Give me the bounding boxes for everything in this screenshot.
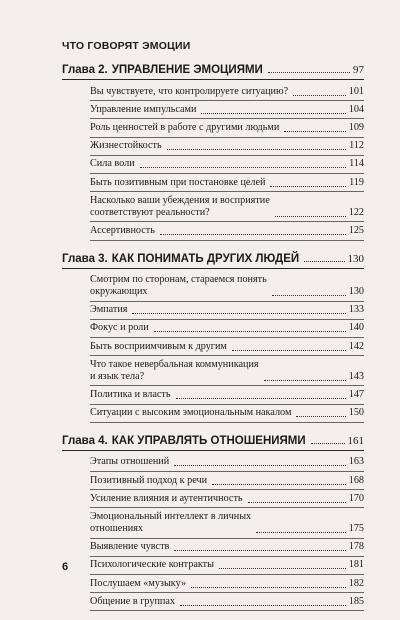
table-of-contents xyxy=(62,61,364,620)
toc-entry xyxy=(90,356,364,386)
chapter-label: Глава 4. xyxy=(62,434,108,447)
entry-page: 168 xyxy=(348,474,364,486)
entry-text: Психологические контракты xyxy=(90,559,214,571)
entry-page: 175 xyxy=(348,522,364,534)
toc-entry xyxy=(90,119,364,137)
dot-leader xyxy=(174,550,345,551)
entry-text: Фокус и роли xyxy=(90,322,149,334)
toc-entry xyxy=(90,557,364,575)
toc-entry xyxy=(90,405,364,423)
running-head: ЧТО ГОВОРЯТ ЭМОЦИИ xyxy=(62,40,191,52)
toc-entry xyxy=(90,386,364,404)
dot-leader xyxy=(311,443,345,444)
page-number: 6 xyxy=(62,561,69,573)
dot-leader xyxy=(304,261,344,262)
entry-text: Жизнестойкость xyxy=(90,140,162,152)
toc-entry xyxy=(90,490,364,508)
chapter-heading xyxy=(62,61,364,80)
entry-text: Эмоциональный интеллект в личных отношениях xyxy=(90,510,252,534)
entry-text: Роль ценностей в работе с другими людьми xyxy=(90,121,280,133)
toc-entry xyxy=(90,320,364,338)
chapter-label: Глава 3. xyxy=(62,252,108,265)
entry-page: 181 xyxy=(348,559,364,571)
entry-text: Быть позитивным при постановке целей xyxy=(90,176,266,188)
chapter-heading xyxy=(62,432,364,451)
dot-leader xyxy=(268,72,350,73)
chapter-title: КАК УПРАВЛЯТЬ ОТНОШЕНИЯМИ xyxy=(111,434,306,447)
dot-leader xyxy=(174,465,346,466)
entry-page: 143 xyxy=(348,370,364,382)
entry-page: 122 xyxy=(348,206,364,218)
dot-leader xyxy=(191,587,346,588)
chapter-2 xyxy=(62,61,364,241)
toc-entry xyxy=(90,338,364,356)
entry-page: 163 xyxy=(348,456,364,468)
toc-entry xyxy=(90,539,364,557)
entry-text: Быть восприимчивым к другим xyxy=(90,340,227,352)
dot-leader xyxy=(284,131,345,132)
entry-page: 170 xyxy=(348,492,364,504)
dot-leader xyxy=(154,331,346,332)
chapter-entries xyxy=(62,272,364,423)
entry-text: Ситуации с высоким эмоциональным накалом xyxy=(90,407,292,419)
entry-text: Политика и власть xyxy=(90,389,171,401)
dot-leader xyxy=(270,186,346,187)
dot-leader xyxy=(132,313,345,314)
entry-page: 125 xyxy=(348,224,364,236)
dot-leader xyxy=(272,295,346,296)
chapter-page: 130 xyxy=(347,252,364,265)
toc-entry xyxy=(90,454,364,472)
dot-leader xyxy=(160,234,346,235)
dot-leader xyxy=(264,380,346,381)
chapter-3 xyxy=(62,250,364,423)
entry-text: Эмпатия xyxy=(90,304,128,316)
entry-page: 130 xyxy=(348,286,364,298)
entry-page: 182 xyxy=(348,577,364,589)
dot-leader xyxy=(256,532,346,533)
chapter-entries xyxy=(62,454,364,612)
toc-entry xyxy=(90,138,364,156)
entry-text: Что такое невербальная коммуникация и язык тела? xyxy=(90,358,259,382)
dot-leader xyxy=(167,149,346,150)
toc-entry xyxy=(90,593,364,611)
dot-leader xyxy=(275,216,346,217)
toc-entry xyxy=(90,83,364,101)
entry-page: 109 xyxy=(348,121,364,133)
entry-text: Этапы отношений xyxy=(90,456,170,468)
entry-text: Усиление влияния и аутентичность xyxy=(90,492,243,504)
entry-page: 101 xyxy=(348,85,364,97)
chapter-page: 161 xyxy=(347,434,364,447)
toc-entry xyxy=(90,192,364,222)
dot-leader xyxy=(232,350,346,351)
entry-text: Управление импульсами xyxy=(90,103,197,115)
entry-page: 142 xyxy=(348,340,364,352)
entry-page: 147 xyxy=(348,389,364,401)
chapter-heading xyxy=(62,250,364,269)
entry-page: 150 xyxy=(348,407,364,419)
chapter-title: КАК ПОНИМАТЬ ДРУГИХ ЛЮДЕЙ xyxy=(111,252,300,265)
entry-page: 178 xyxy=(348,541,364,553)
entry-text: Послушаем «музыку» xyxy=(90,577,187,589)
dot-leader xyxy=(201,113,345,114)
entry-text: Сила воли xyxy=(90,158,135,170)
dot-leader xyxy=(219,568,346,569)
dot-leader xyxy=(212,484,346,485)
entry-text: Ассертивность xyxy=(90,224,155,236)
dot-leader xyxy=(296,416,345,417)
chapter-page: 97 xyxy=(353,64,364,76)
dot-leader xyxy=(176,398,346,399)
dot-leader xyxy=(248,502,346,503)
toc-entry xyxy=(90,222,364,240)
entry-page: 133 xyxy=(348,304,364,316)
entry-text: Общение в группах xyxy=(90,595,175,607)
entry-page: 119 xyxy=(349,176,364,188)
dot-leader xyxy=(140,167,346,168)
toc-entry xyxy=(90,101,364,119)
toc-entry xyxy=(90,575,364,593)
entry-page: 140 xyxy=(348,322,364,334)
entry-text: Позитивный подход к речи xyxy=(90,474,208,486)
toc-entry xyxy=(90,302,364,320)
entry-page: 114 xyxy=(349,158,364,170)
chapter-title: УПРАВЛЕНИЕ ЭМОЦИЯМИ xyxy=(111,64,263,76)
chapter-entries xyxy=(62,83,364,241)
entry-text: Выявление чувств xyxy=(90,541,170,553)
dot-leader xyxy=(180,605,346,606)
toc-entry xyxy=(90,472,364,490)
toc-entry xyxy=(90,156,364,174)
chapter-4 xyxy=(62,432,364,612)
entry-text: Смотрим по сторонам, стараемся понять окружающих xyxy=(90,274,267,298)
entry-text: Насколько ваши убеждения и восприятие соответствуют реальности? xyxy=(90,194,270,218)
entry-page: 112 xyxy=(349,140,364,152)
toc-entry xyxy=(90,272,364,302)
toc-entry xyxy=(90,174,364,192)
entry-text: Вы чувствуете, что контролируете ситуацию? xyxy=(90,85,289,97)
dot-leader xyxy=(293,95,346,96)
entry-page: 104 xyxy=(348,103,364,115)
chapter-label: Глава 2. xyxy=(62,64,108,76)
toc-entry xyxy=(90,508,364,538)
entry-page: 185 xyxy=(348,595,364,607)
